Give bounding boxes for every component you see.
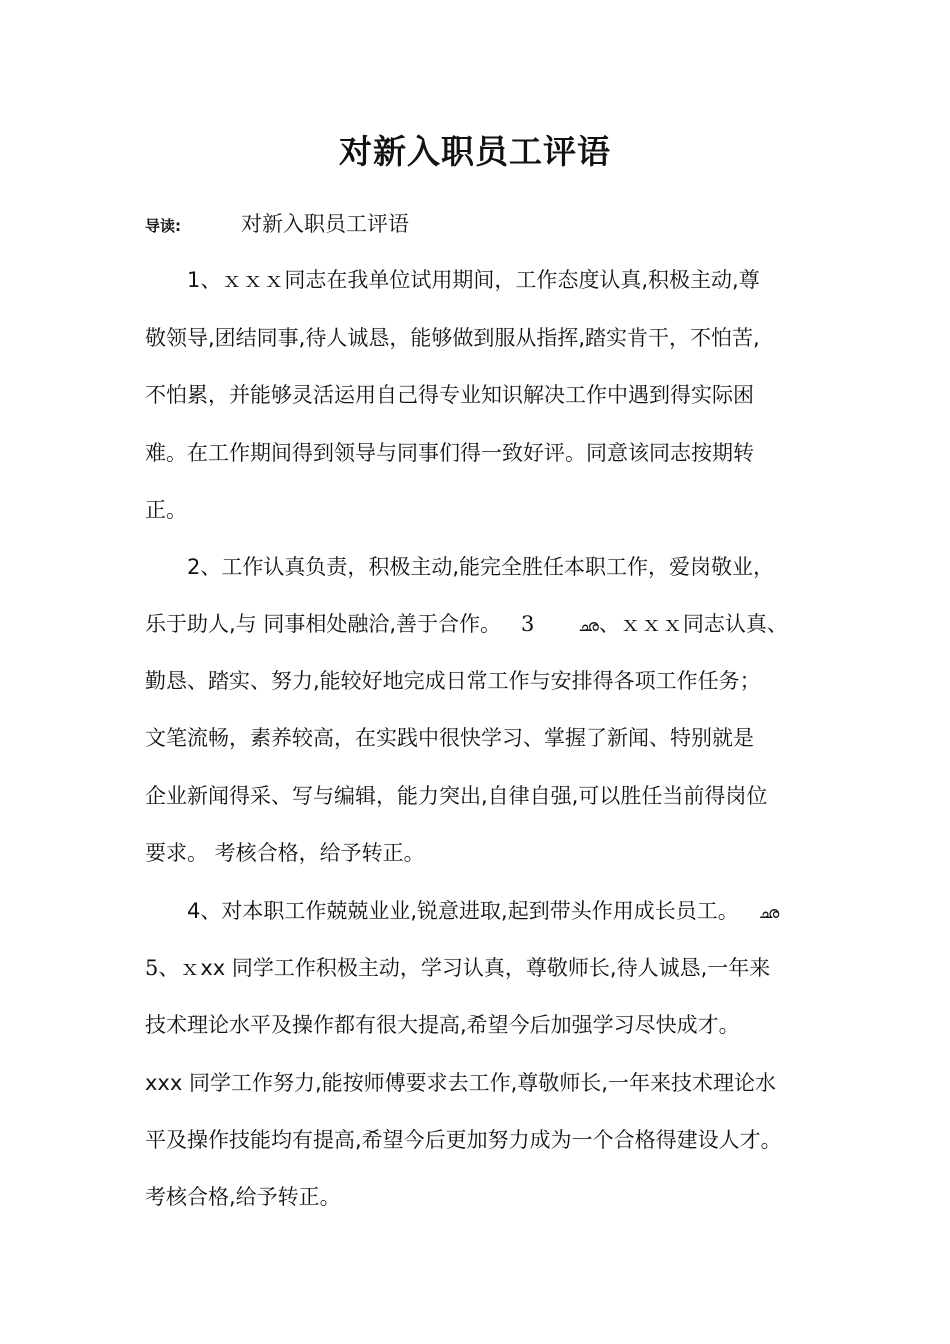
paragraph-line: 文笔流畅，素养较高，在实践中很快学习、掌握了新闻、特别就是 xyxy=(145,726,754,750)
stray-glyph: ഛ xyxy=(578,616,599,635)
paragraph-line: 技术理论水平及操作都有很大提高,希望今后加强学习尽快成才。 xyxy=(145,1013,740,1037)
paragraph-line: 1、ｘｘｘ同志在我单位试用期间，工作态度认真,积极主动,尊 xyxy=(187,268,760,292)
paragraph-line xyxy=(145,604,788,644)
paragraph-line: 难。在工作期间得到领导与同事们得一致好评。同意该同志按期转 xyxy=(145,441,754,465)
paragraph-line: 敬领导,团结同事,待人诚恳，能够做到服从指挥,踏实肯干，不怕苦, xyxy=(145,326,760,350)
paragraph-line: 正。 xyxy=(145,498,187,522)
stray-glyph: ഛ xyxy=(758,903,780,922)
item-number: 3 xyxy=(521,612,535,636)
paragraph-line: xxx 同学工作努力,能按师傅要求去工作,尊敬师长,一年来技术理论水 xyxy=(145,1071,776,1095)
paragraph-line: 勤恳、踏实、努力,能较好地完成日常工作与安排得各项工作任务； xyxy=(145,669,761,693)
lead-text: 对新入职员工评语 xyxy=(241,212,409,236)
line-text: 、ｘxx 同学工作积极主动，学习认真，尊敬师长,待人诚恳,一年来 xyxy=(158,956,771,980)
paragraph-line xyxy=(145,948,770,988)
line-text: 、ｘｘｘ同志认真、 xyxy=(598,612,788,636)
line-text: 4、对本职工作兢兢业业,锐意进取,起到带头作用成长员工。 xyxy=(187,899,739,923)
paragraph-line: 不怕累，并能够灵活运用自己得专业知识解决工作中遇到得实际困 xyxy=(145,383,754,407)
paragraph-line: 要求。 考核合格，给予转正。 xyxy=(145,841,425,865)
item-number: 5 xyxy=(145,956,159,980)
line-text: 乐于助人,与 同事相处融洽,善于合作。 xyxy=(145,612,502,636)
document-title: 对新入职员工评语 xyxy=(339,132,611,171)
paragraph-line: 企业新闻得采、写与编辑，能力突出,自律自强,可以胜任当前得岗位 xyxy=(145,784,768,808)
paragraph-line: 2、工作认真负责，积极主动,能完全胜任本职工作，爱岗敬业， xyxy=(187,555,775,579)
paragraph-line: 考核合格,给予转正。 xyxy=(145,1185,341,1209)
paragraph-line xyxy=(187,891,779,931)
lead-label: 导读: xyxy=(145,217,181,235)
lead-line xyxy=(145,206,805,242)
paragraph-line: 平及操作技能均有提高,希望今后更加努力成为一个合格得建设人才。 xyxy=(145,1128,782,1152)
